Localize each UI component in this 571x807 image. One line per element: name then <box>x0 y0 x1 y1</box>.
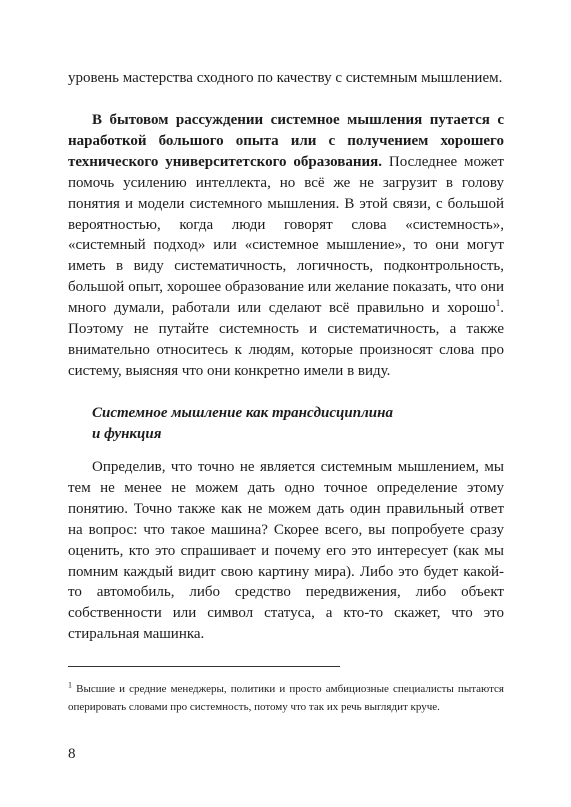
footnote-mark: 1 <box>68 680 72 690</box>
body-paragraph <box>68 68 504 89</box>
footnote-divider <box>68 666 340 667</box>
section-heading <box>92 403 492 445</box>
paragraph-text-continued: . Поэтому не путайте системность и систематичность, а также внимательно относитесь к людям, которые произносят слова про систему, выясняя что они конкретно имели в виду. <box>68 300 504 379</box>
bold-lead-sentence: В бытовом рассуждении системное мышления путается с наработкой большого опыта или с получением хорошего технического университетского образования. <box>68 112 504 170</box>
paragraph-text: Последнее может помочь усилению интеллекта, но всё же не загрузит в голову понятия и модели системного мышления. В этой связи, с большой вероятностью, когда люди говорят слова «системность», «системный подход» или «системное мышление», то они могут иметь в виду систематичность, логичность, подконтрольность, большой опыт, хорошее образование или желание показать, что они много думали, работали или сделают всё правильно и хорошо <box>68 153 504 317</box>
footnote <box>68 680 504 716</box>
body-paragraph <box>68 110 504 382</box>
paragraph-text: уровень мастерства сходного по качеству с системным мышлением. <box>68 70 503 86</box>
paragraph-text: Определив, что точно не является системным мышлением, мы тем не менее не можем дать одно точное определение этому понятию. Точно также как не можем дать один правильный ответ на вопрос: что такое машина? Скорее всего, вы попробуете сразу оценить, кто это спрашивает и почему его это интересует (как мы помним каждый видит свою картину мира). Либо это будет какой-то автомобиль, либо средство передвижения, либо объект собственности или символ статуса, а кто-то скажет, что это стиральная машинка. <box>68 459 504 643</box>
section-heading-line-2: и функция <box>92 425 162 442</box>
footnote-text: Высшие и средние менеджеры, политики и просто амбициозные специалисты пытаются оперировать словами про системность, потому что так их речь выглядит круче. <box>68 683 504 713</box>
footnote-reference[interactable]: 1 <box>495 298 501 309</box>
body-paragraph <box>68 457 504 645</box>
page-number: 8 <box>68 746 76 762</box>
section-heading-line-1: Системное мышление как трансдисциплина <box>92 405 393 421</box>
